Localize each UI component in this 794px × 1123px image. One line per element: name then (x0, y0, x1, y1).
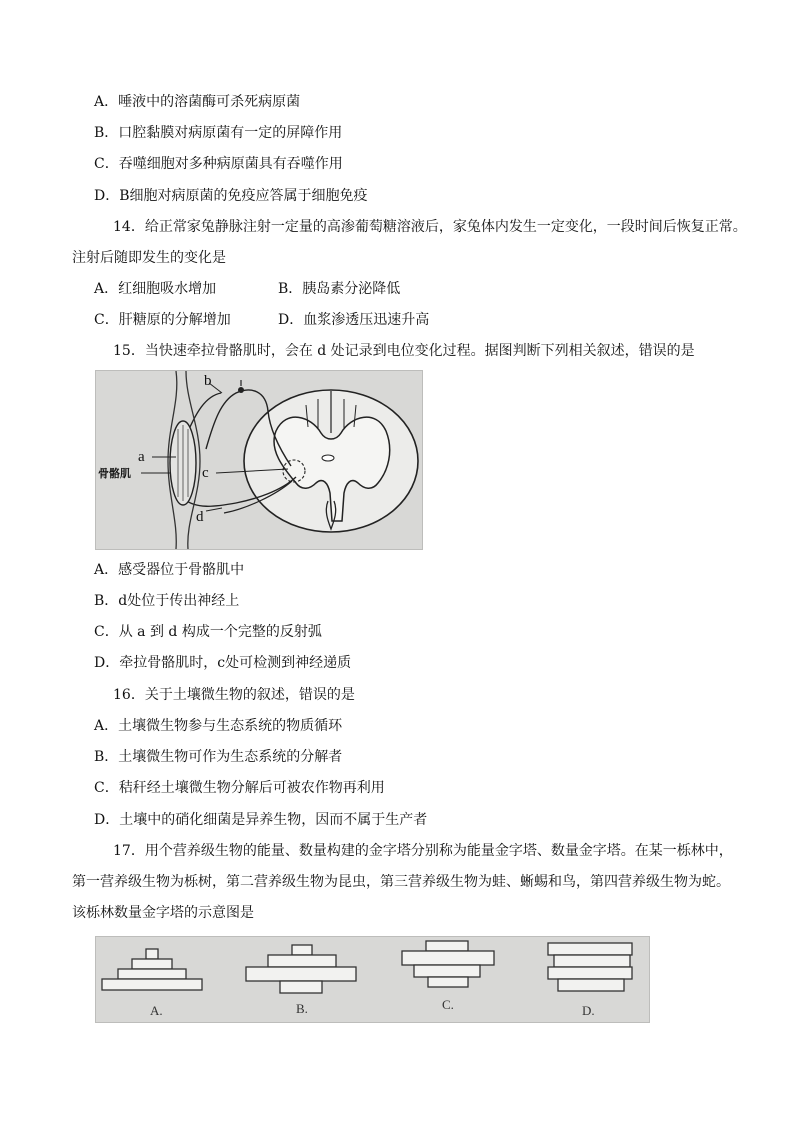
label-d: d (196, 509, 204, 525)
q14-option-d: D．血浆渗透压迅速升高 (278, 312, 430, 328)
label-option-a: A. (150, 1003, 163, 1018)
reflex-arc-figure (95, 370, 423, 550)
q14-option-c: C．肝糖原的分解增加 (94, 312, 231, 328)
pyramid-options-figure (95, 936, 650, 1023)
q15-option-b: B．d处位于传出神经上 (94, 593, 240, 609)
central-canal (322, 455, 334, 461)
label-a: a (138, 449, 145, 465)
q14-option-a: A．红细胞吸水增加 (94, 281, 217, 297)
q15-stem: 15．当快速牵拉骨骼肌时，会在 d 处记录到电位变化过程。据图判断下列相关叙述，错误的是 (113, 343, 695, 359)
ganglion (238, 387, 244, 393)
label-b: b (204, 373, 212, 389)
q13-option-c: C．吞噬细胞对多种病原菌具有吞噬作用 (94, 156, 343, 172)
q14-stem-line2: 注射后随即发生的变化是 (72, 250, 226, 266)
q14-options-row1 (94, 279, 216, 299)
pyramid-option-b (246, 945, 356, 993)
q16-option-d: D．土壤中的硝化细菌是异养生物，因而不属于生产者 (94, 812, 428, 828)
pyramid-option-c (402, 941, 494, 987)
q16-option-b: B．土壤微生物可作为生态系统的分解者 (94, 749, 343, 765)
label-c: c (202, 465, 209, 481)
label-option-b: B. (296, 1001, 308, 1016)
label-option-c: C. (442, 997, 454, 1012)
q17-stem-line2: 第一营养级生物为栎树，第二营养级生物为昆虫，第三营养级生物为蛙、蜥蜴和鸟，第四营养级生物为蛇。 (72, 874, 730, 890)
q17-stem-line1: 17．用个营养级生物的能量、数量构建的金字塔分别称为能量金字塔、数量金字塔。在某一栎林中， (113, 843, 733, 859)
q15-option-d: D．牵拉骨骼肌时，c处可检测到神经递质 (94, 655, 352, 671)
q13-option-d: D．B细胞对病原菌的免疫应答属于细胞免疫 (94, 188, 368, 204)
q17-stem-line3: 该栎林数量金字塔的示意图是 (72, 905, 254, 921)
pyramid-option-d (548, 943, 632, 991)
q15-option-c: C．从 a 到 d 构成一个完整的反射弧 (94, 624, 322, 640)
label-skeletal-muscle: 骨骼肌 (98, 468, 131, 480)
q15-option-a: A．感受器位于骨骼肌中 (94, 562, 245, 578)
q14-option-b: B．胰岛素分泌降低 (278, 281, 401, 297)
q13-option-b: B．口腔黏膜对病原菌有一定的屏障作用 (94, 125, 343, 141)
q13-option-a: A．唾液中的溶菌酶可杀死病原菌 (94, 94, 301, 110)
q16-option-a: A．土壤微生物参与生态系统的物质循环 (94, 718, 343, 734)
label-option-d: D. (582, 1003, 595, 1018)
q16-option-c: C．秸秆经土壤微生物分解后可被农作物再利用 (94, 780, 385, 796)
q16-stem: 16．关于土壤微生物的叙述，错误的是 (113, 687, 355, 703)
pyramid-option-a (102, 949, 202, 990)
q14-stem-line1: 14．给正常家兔静脉注射一定量的高渗葡萄糖溶液后，家兔体内发生一定变化，一段时间后恢复正常。 (113, 219, 747, 235)
